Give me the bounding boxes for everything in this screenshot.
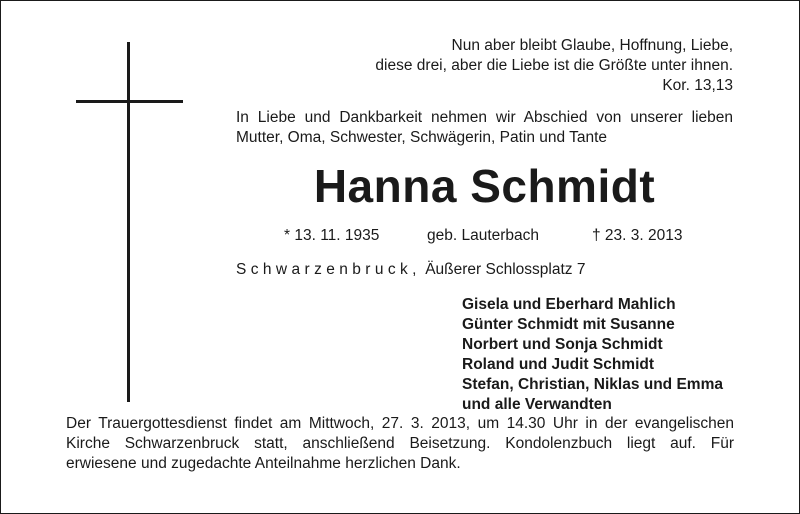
service-line-3: erwiesene und zugedachte Anteilnahme herzlichen Dank. <box>66 455 461 472</box>
verse-line-1: Nun aber bleibt Glaube, Hoffnung, Liebe, <box>451 37 733 54</box>
mourner-line: Stefan, Christian, Niklas und Emma <box>462 376 723 393</box>
intro-line-1: In Liebe und Dankbarkeit nehmen wir Abschied von unserer lieben <box>236 109 733 126</box>
mourner-line: Norbert und Sonja Schmidt <box>462 336 663 353</box>
bible-verse <box>340 36 733 96</box>
farewell-intro <box>236 108 733 148</box>
verse-reference: Kor. 13,13 <box>662 77 733 94</box>
deceased-name: Hanna Schmidt <box>313 160 656 212</box>
mourner-line: Günter Schmidt mit Susanne <box>462 316 675 333</box>
intro-line-2: Mutter, Oma, Schwester, Schwägerin, Patin und Tante <box>236 129 608 146</box>
mourners-list <box>462 295 723 415</box>
verse-line-2: diese drei, aber die Liebe ist die Größte unter ihnen. <box>375 57 733 74</box>
mourner-line: und alle Verwandten <box>462 396 612 413</box>
cross-horizontal-bar <box>76 100 183 103</box>
cross-vertical-bar <box>127 42 130 402</box>
address <box>236 260 585 280</box>
service-line-1: Der Trauergottesdienst findet am Mittwoch, 27. 3. 2013, um 14.30 Uhr in der evangelischen <box>66 415 734 432</box>
birth-date: * 13. 11. 1935 <box>284 227 380 244</box>
death-date: † 23. 3. 2013 <box>592 227 683 244</box>
mourner-line: Gisela und Eberhard Mahlich <box>462 296 676 313</box>
service-announcement <box>66 414 734 474</box>
address-town: Schwarzenbruck, <box>236 261 421 278</box>
maiden-name: geb. Lauterbach <box>427 227 540 244</box>
address-street: Äußerer Schlossplatz 7 <box>420 261 586 278</box>
mourner-line: Roland und Judit Schmidt <box>462 356 655 373</box>
service-line-2: Kirche Schwarzenbruck statt, anschließend Beisetzung. Kondolenzbuch liegt auf. Für <box>66 435 734 452</box>
